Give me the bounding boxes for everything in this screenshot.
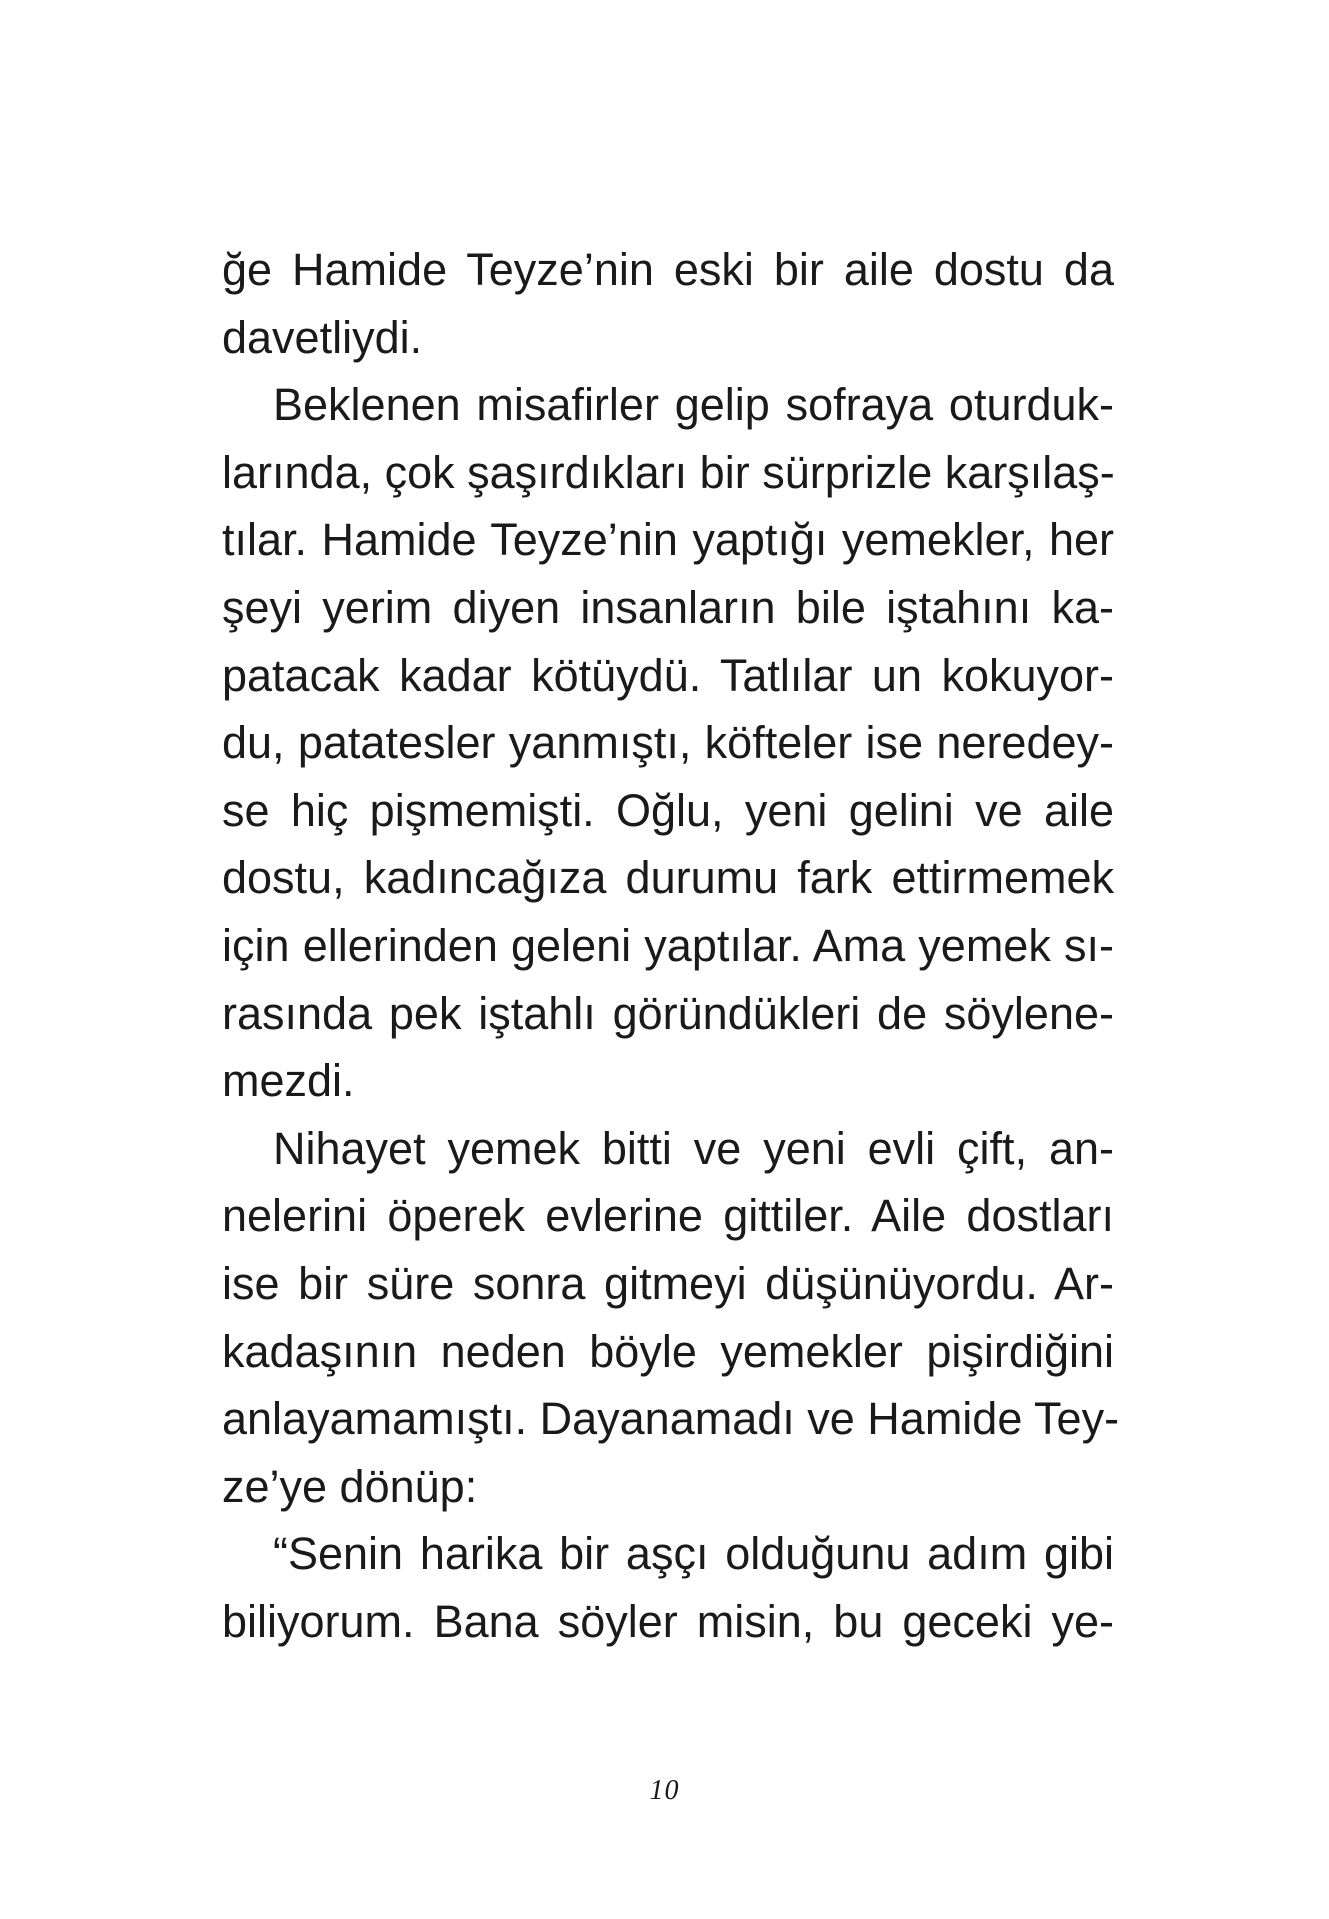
text-line: patacak kadar kötüydü. Tatlılar un kokuyor- bbox=[222, 649, 1114, 701]
text-line: kadaşının neden böyle yemekler pişirdiğini bbox=[222, 1325, 1114, 1377]
text-line: davetliydi. bbox=[222, 311, 423, 363]
text-line: du, patatesler yanmıştı, köfteler ise neredey- bbox=[222, 717, 1114, 769]
text-line: ze’ye dönüp: bbox=[222, 1460, 478, 1512]
page-number: 10 bbox=[649, 1775, 680, 1806]
text-line: için ellerinden geleni yaptılar. Ama yemek sı- bbox=[222, 919, 1114, 971]
text-line: “Senin harika bir aşçı olduğunu adım gibi bbox=[273, 1528, 1114, 1580]
text-line: biliyorum. Bana söyler misin, bu geceki ye- bbox=[222, 1595, 1114, 1647]
text-line: Nihayet yemek bitti ve yeni evli çift, an- bbox=[273, 1122, 1114, 1174]
text-line: ise bir süre sonra gitmeyi düşünüyordu. Ar- bbox=[222, 1257, 1114, 1309]
text-line: ğe Hamide Teyze’nin eski bir aile dostu da bbox=[222, 244, 1114, 295]
text-line: mezdi. bbox=[222, 1055, 355, 1107]
body-text bbox=[222, 236, 1120, 1655]
text-line: tılar. Hamide Teyze’nin yaptığı yemekler, her bbox=[222, 514, 1114, 566]
text-line: Beklenen misafirler gelip sofraya oturduk- bbox=[273, 379, 1114, 431]
text-line: rasında pek iştahlı göründükleri de söylene- bbox=[222, 987, 1114, 1039]
text-line: şeyi yerim diyen insanların bile iştahını ka- bbox=[222, 581, 1114, 633]
text-line: anlayamamıştı. Dayanamadı ve Hamide Tey- bbox=[222, 1393, 1120, 1445]
text-line: dostu, kadıncağıza durumu fark ettirmemek bbox=[222, 852, 1114, 904]
text-line: larında, çok şaşırdıkları bir sürprizle karşılaş- bbox=[222, 446, 1115, 498]
text-line: nelerini öperek evlerine gittiler. Aile dostları bbox=[222, 1190, 1114, 1242]
text-line: se hiç pişmemişti. Oğlu, yeni gelini ve aile bbox=[222, 784, 1114, 836]
